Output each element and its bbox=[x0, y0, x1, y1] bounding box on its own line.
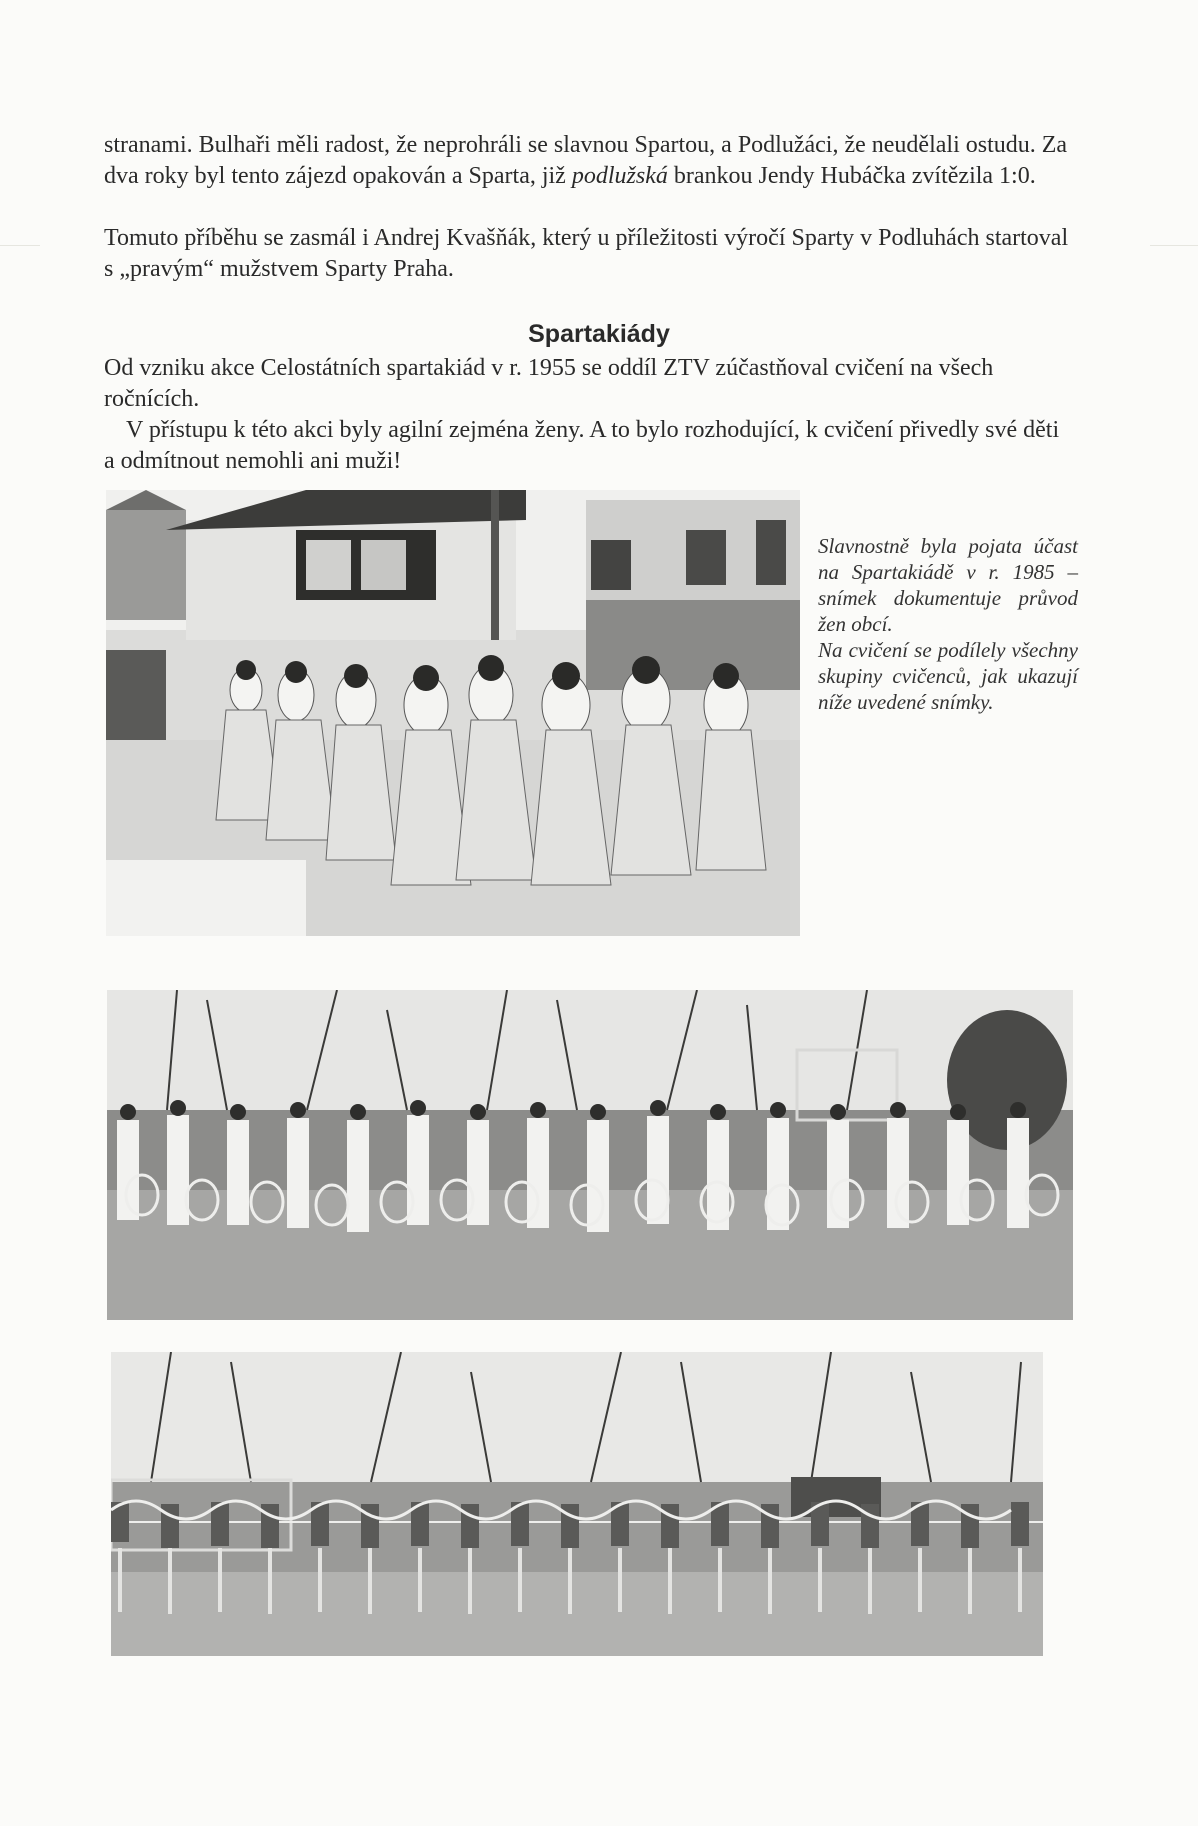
photo-procession bbox=[106, 490, 800, 936]
scan-line-right bbox=[1150, 245, 1198, 246]
paragraph-4: V přístupu k této akci byly agilní zejména ženy. A to bylo rozhodující, k cvičení přivedly své děti a odmítnout nemohli ani muži! bbox=[104, 417, 1060, 474]
caption-line-2: Na cvičení se podílely všechny skupiny cvičenců, jak ukazují níže uvedené snímky. bbox=[818, 638, 1078, 714]
photo-procession-image bbox=[106, 490, 800, 936]
paragraph-2: Tomuto příběhu se zasmál i Andrej Kvašňák, který u příležitosti výročí Sparty v Podluhách startoval s „pravým“ mužstvem Sparty Praha. bbox=[104, 225, 1069, 282]
caption-line-1: Slavnostně byla pojata účast na Spartakiádě v r. 1985 – snímek dokumentuje průvod žen obcí. bbox=[818, 534, 1078, 636]
paragraph-1 bbox=[104, 130, 1072, 192]
paragraph-1-emphasis: podlužská bbox=[571, 163, 668, 189]
scan-line-left bbox=[0, 245, 40, 246]
photo-gymnastics-line bbox=[111, 1352, 1043, 1656]
photo-hoop-exercise-image bbox=[107, 990, 1073, 1320]
photo-hoop-exercise bbox=[107, 990, 1073, 1320]
paragraph-1-text: stranami. Bulhaři měli radost, že neprohráli se slavnou Spartou, a Podlužáci, že neudělali ostudu. Za dva roky byl tento zájezd opakován a Sparta, již bbox=[104, 132, 1068, 189]
photo-gymnastics-line-image bbox=[111, 1352, 1043, 1656]
paragraph-3: Od vzniku akce Celostátních spartakiád v r. 1955 se oddíl ZTV zúčastňoval cvičení na všech ročnících. bbox=[104, 355, 994, 412]
paragraph-1-end: brankou Jendy Hubáčka zvítězila 1:0. bbox=[667, 163, 1036, 189]
section-heading: Spartakiády bbox=[528, 320, 670, 348]
photo-caption bbox=[818, 533, 1078, 715]
